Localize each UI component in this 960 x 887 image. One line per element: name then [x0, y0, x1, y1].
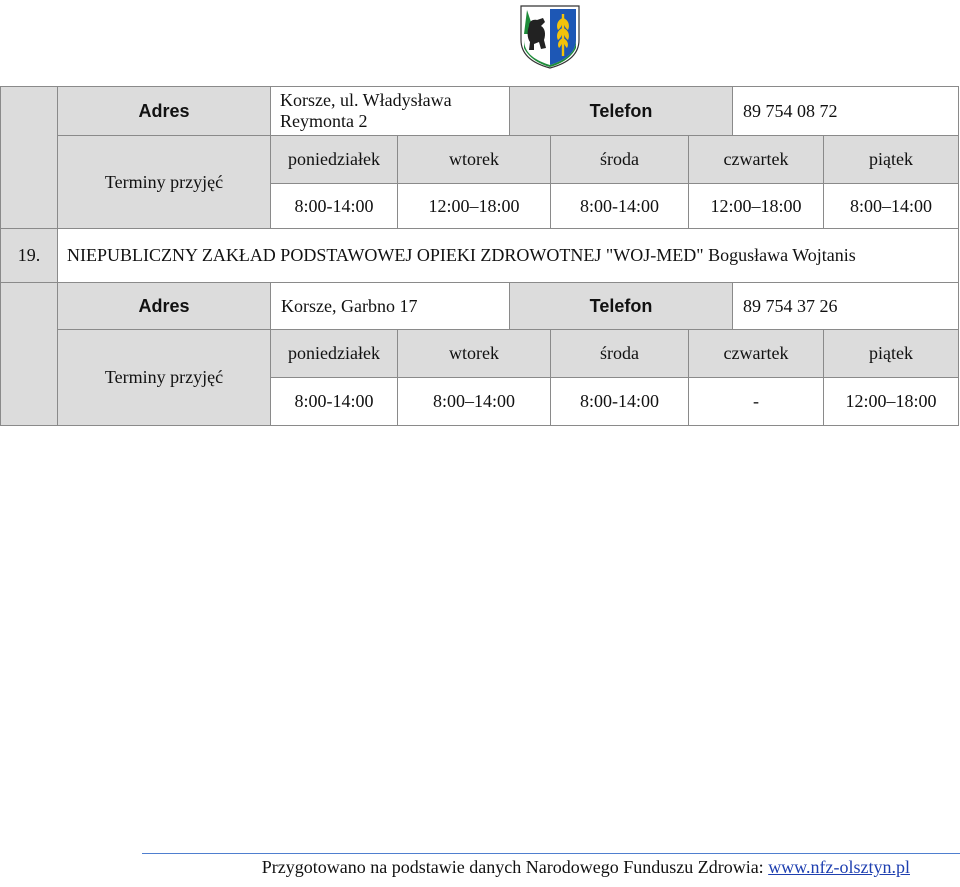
hours-label: Terminy przyjęć [57, 329, 271, 426]
phone-label: Telefon [509, 86, 733, 136]
day-friday: piątek [823, 135, 959, 184]
day-tuesday: wtorek [397, 329, 551, 378]
footer-text: Przygotowano na podstawie danych Narodowego Funduszu Zdrowia: [261, 857, 764, 877]
hours-tuesday: 8:00–14:00 [397, 377, 551, 426]
row-number: 19. [17, 245, 41, 265]
row-number-cell [0, 228, 58, 283]
hours-thursday: - [688, 377, 824, 426]
footer-divider [142, 853, 960, 854]
day-wednesday: środa [550, 135, 689, 184]
row-number-cell-top [0, 86, 58, 229]
day-tuesday: wtorek [397, 135, 551, 184]
phone-value: 89 754 08 72 [732, 86, 959, 136]
nfz-link[interactable]: www.nfz-olsztyn.pl [768, 857, 910, 877]
address-label: Adres [57, 282, 271, 330]
clinic-name: NIEPUBLICZNY ZAKŁAD PODSTAWOWEJ OPIEKI ZDROWOTNEJ "WOJ-MED" Bogusława Wojtanis [57, 228, 959, 283]
hours-wednesday: 8:00-14:00 [550, 183, 689, 229]
hours-friday: 12:00–18:00 [823, 377, 959, 426]
phone-label: Telefon [509, 282, 733, 330]
hours-monday: 8:00-14:00 [270, 183, 398, 229]
hours-label: Terminy przyjęć [57, 135, 271, 229]
hours-tuesday: 12:00–18:00 [397, 183, 551, 229]
day-thursday: czwartek [688, 135, 824, 184]
day-monday: poniedziałek [270, 329, 398, 378]
day-monday: poniedziałek [270, 135, 398, 184]
coat-of-arms-logo [519, 4, 581, 70]
hours-friday: 8:00–14:00 [823, 183, 959, 229]
footer [0, 857, 910, 878]
day-wednesday: środa [550, 329, 689, 378]
phone-value: 89 754 37 26 [732, 282, 959, 330]
address-value: Korsze, Garbno 17 [270, 282, 510, 330]
hours-monday: 8:00-14:00 [270, 377, 398, 426]
address-value: Korsze, ul. Władysława Reymonta 2 [270, 86, 510, 136]
hours-wednesday: 8:00-14:00 [550, 377, 689, 426]
row-number-cell-bottom [0, 282, 58, 426]
day-thursday: czwartek [688, 329, 824, 378]
address-label: Adres [57, 86, 271, 136]
clinic-schedule-table [0, 86, 959, 426]
hours-thursday: 12:00–18:00 [688, 183, 824, 229]
day-friday: piątek [823, 329, 959, 378]
